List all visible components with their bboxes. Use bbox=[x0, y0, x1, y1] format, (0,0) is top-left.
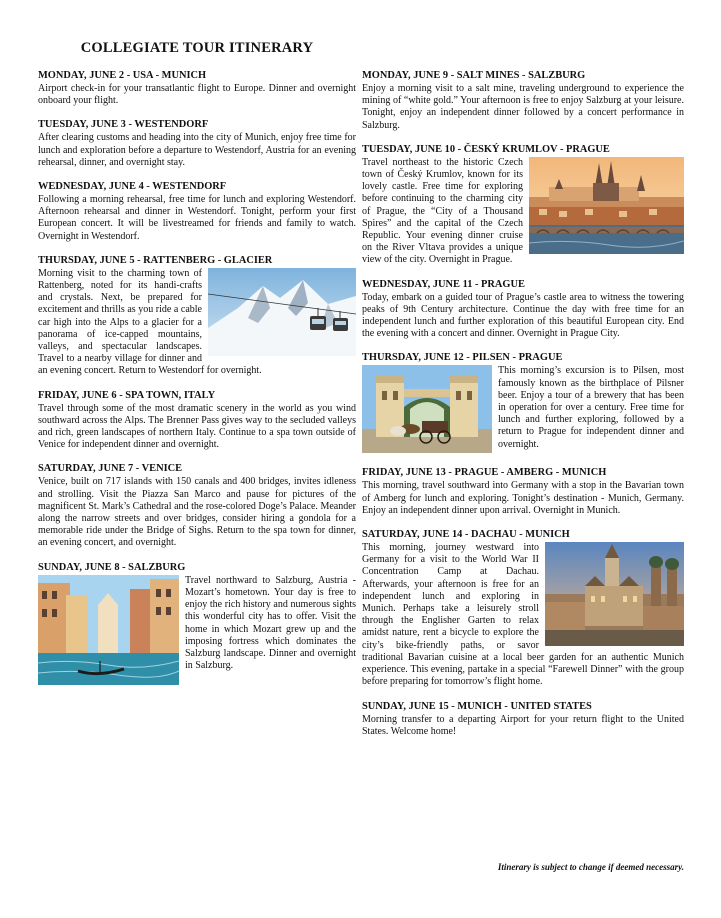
day-june-13 bbox=[362, 467, 684, 517]
day-june-5 bbox=[38, 255, 356, 378]
right-column bbox=[362, 70, 684, 750]
day-description: Travel northward to Salzburg, Austria - Mozart’s hometown. Your day is free to enjoy the rich history and numerous sights this wonderful city has to offer. Visit the home in which Mozart grew up and the imposing fortress which dominates the Salzburg landscape. Dinner and overnight in Salzburg. bbox=[185, 574, 356, 672]
day-heading: SATURDAY, JUNE 14 - DACHAU - MUNICH bbox=[362, 529, 570, 541]
day-heading: FRIDAY, JUNE 13 - PRAGUE - AMBERG - MUNICH bbox=[362, 467, 607, 479]
day-june-10 bbox=[362, 144, 684, 267]
day-description: Morning visit to the charming town of Rattenberg, noted for its handi-crafts and crystals. Next, be prepared for excitement and thrills as you ride a cable car high into the Alps to a glacier for a panorama of ice-capped mountains, valleys, and spectacular landscapes. Travel to a nearby village for dinner and an evening concert. Return to Westendorf for overnight. bbox=[38, 267, 262, 377]
day-description: Enjoy a morning visit to a salt mine, traveling underground to experience the mining of “white gold.” Your afternoon is free to enjoy Salzburg at your leisure. Tonight, enjoy an independent dinner followed by a concert performance in Salzburg. bbox=[362, 83, 684, 131]
venice-canal-photo bbox=[38, 575, 179, 685]
day-june-9 bbox=[362, 70, 684, 132]
munich-town-hall-photo bbox=[545, 542, 684, 646]
day-june-7 bbox=[38, 463, 356, 549]
day-june-4 bbox=[38, 181, 356, 243]
day-june-15 bbox=[362, 701, 684, 738]
page-title: COLLEGIATE TOUR ITINERARY bbox=[80, 40, 314, 56]
day-june-2 bbox=[38, 70, 356, 107]
day-heading: SUNDAY, JUNE 8 - SALZBURG bbox=[38, 561, 186, 573]
day-description: Venice, built on 717 islands with 150 canals and 400 bridges, invites idleness and strolling. Visit the Piazza San Marco and pause for pictures of the magnificent St. Mark’s Cathedral and the rose-colored Doge’s Palace. Meander along the narrow streets and over bridges, consider hiring a gondola for a memorable ride under the Bridge of Sighs. Return to the spa town for dinner, an evening concert, and overnight. bbox=[38, 476, 356, 549]
day-description: Airport check-in for your transatlantic flight to Europe. Dinner and overnight onboard your flight. bbox=[38, 83, 356, 107]
day-heading: SUNDAY, JUNE 15 - MUNICH - UNITED STATES bbox=[362, 700, 592, 712]
day-heading: TUESDAY, JUNE 10 - ČESKÝ KRUMLOV - PRAGUE bbox=[362, 143, 610, 155]
day-description: Travel through some of the most dramatic scenery in the world as you wind southward across the Alps. The Brenner Pass gives way to the secluded valleys and rich, green landscapes of northern Italy. Continue to a spa town outside of Venice for independent dinner and overnight. bbox=[38, 402, 356, 451]
day-heading: FRIDAY, JUNE 6 - SPA TOWN, ITALY bbox=[38, 389, 216, 401]
day-description: This morning’s excursion is to Pilsen, most famously known as the birthplace of Pilsner beer. Enjoy a tour of a brewery that has been in operation for over a century. Free time for lunch and further exploring, followed by a return to Prague for independent dinner and overnight. bbox=[498, 365, 684, 450]
day-heading: WEDNESDAY, JUNE 11 - PRAGUE bbox=[362, 278, 525, 290]
day-description: Today, embark on a guided tour of Prague’s castle area to witness the towering peaks of 9th Century architecture. Continue the day with free time for an independent lunch and further exploration of this beautiful European city. End the evening with a concert and dinner. Overnight in Prague City. bbox=[362, 291, 684, 340]
day-heading: TUESDAY, JUNE 3 - WESTENDORF bbox=[38, 119, 209, 131]
day-description: Travel northeast to the historic Czech town of Český Krumlov, known for its lovely castle. Free time for exploring before continuing to the charming city of Prague, the “City of a Thousand Spires” and the capital of the Czech Republic. Your evening dinner cruise on the River Vltava provides a unique view of the city. Overnight in Prague. bbox=[362, 156, 523, 266]
itinerary-disclaimer: Itinerary is subject to change if deemed necessary. bbox=[497, 862, 684, 872]
cable-car-glacier-photo bbox=[208, 268, 356, 356]
day-description: This morning, journey westward into Germany for a visit to the World War II Concentration Camp at Dachau. Afterwards, your afternoon is free for an independent lunch and exploring in Munich. Perhaps take a leisurely stroll through the Englisher Garten to relax amidst nature, rent a bicycle to explore the city’s bike-friendly paths, or savor traditional Bavarian cuisine at a local beer garden for an authentic Munich experience. This evening, partake in a special “Farewell Dinner” with the group before preparing for tomorrow’s flight home. bbox=[362, 542, 684, 688]
day-description: This morning, travel southward into Germany with a stop in the Bavarian town of Amberg for lunch and exploring. Tonight’s destination - Munich, Germany. Enjoy an independent dinner upon arrival. Overnight in Munich. bbox=[362, 480, 684, 516]
day-june-3 bbox=[38, 119, 356, 169]
day-heading: WEDNESDAY, JUNE 4 - WESTENDORF bbox=[38, 181, 227, 193]
day-june-14 bbox=[362, 529, 684, 688]
day-heading: MONDAY, JUNE 2 - USA - MUNICH bbox=[38, 70, 207, 81]
day-heading: MONDAY, JUNE 9 - SALT MINES - SALZBURG bbox=[362, 70, 586, 81]
day-june-11 bbox=[362, 279, 684, 341]
day-june-8 bbox=[38, 562, 356, 687]
prague-castle-photo bbox=[529, 157, 684, 254]
day-description: After clearing customs and heading into the city of Munich, enjoy free time for lunch and exploration before a departure to Westendorf, Austria for an evening rehearsal, dinner, and overnight stay. bbox=[38, 132, 356, 168]
day-heading: THURSDAY, JUNE 5 - RATTENBERG - GLACIER bbox=[38, 254, 273, 266]
day-june-6 bbox=[38, 390, 356, 452]
day-description: Morning transfer to a departing Airport for your return flight to the United States. Welcome home! bbox=[362, 713, 684, 737]
day-june-12 bbox=[362, 352, 684, 455]
day-heading: SATURDAY, JUNE 7 - VENICE bbox=[38, 463, 183, 475]
day-heading: THURSDAY, JUNE 12 - PILSEN - PRAGUE bbox=[362, 352, 563, 364]
left-column bbox=[38, 70, 356, 699]
day-description: Following a morning rehearsal, free time for lunch and exploring Westendorf. Afternoon rehearsal and dinner in Westendorf. Tonight, perform your first European concert. It will be livestreamed for friends and family to watch. Overnight in Westendorf. bbox=[38, 194, 356, 242]
pilsen-brewery-gate-photo bbox=[362, 365, 492, 453]
